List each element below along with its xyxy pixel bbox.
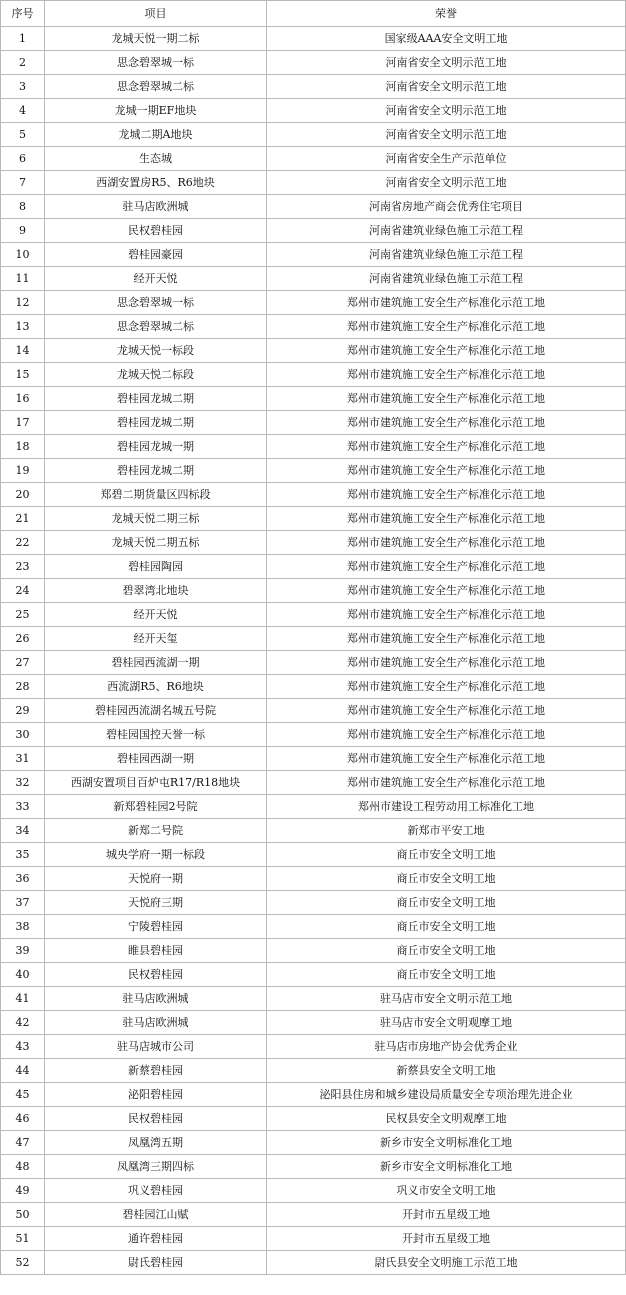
table-row: [1, 219, 626, 243]
table-row: [1, 411, 626, 435]
cell-project: 碧桂园龙城二期: [45, 411, 267, 435]
cell-index: 17: [1, 411, 45, 435]
cell-honor: 郑州市建设工程劳动用工标准化工地: [267, 795, 626, 819]
table-row: [1, 1035, 626, 1059]
table-row: [1, 123, 626, 147]
cell-honor: 河南省安全文明示范工地: [267, 51, 626, 75]
cell-index: 10: [1, 243, 45, 267]
cell-index: 28: [1, 675, 45, 699]
cell-honor: 尉氏县安全文明施工示范工地: [267, 1251, 626, 1275]
cell-project: 经开天悦: [45, 603, 267, 627]
header-row: [1, 1, 626, 27]
table-row: [1, 1179, 626, 1203]
table-row: [1, 939, 626, 963]
cell-project: 通许碧桂园: [45, 1227, 267, 1251]
cell-index: 5: [1, 123, 45, 147]
cell-project: 民权碧桂园: [45, 1107, 267, 1131]
cell-index: 9: [1, 219, 45, 243]
header-project: 项目: [45, 1, 267, 27]
cell-honor: 泌阳县住房和城乡建设局质量安全专项治理先进企业: [267, 1083, 626, 1107]
cell-project: 龙城天悦二标段: [45, 363, 267, 387]
table-row: [1, 675, 626, 699]
cell-honor: 郑州市建筑施工安全生产标准化示范工地: [267, 387, 626, 411]
cell-project: 龙城天悦一标段: [45, 339, 267, 363]
cell-index: 26: [1, 627, 45, 651]
cell-honor: 驻马店市安全文明示范工地: [267, 987, 626, 1011]
cell-index: 16: [1, 387, 45, 411]
table-row: [1, 243, 626, 267]
cell-index: 21: [1, 507, 45, 531]
table-row: [1, 147, 626, 171]
cell-honor: 郑州市建筑施工安全生产标准化示范工地: [267, 723, 626, 747]
table-row: [1, 363, 626, 387]
table-row: [1, 723, 626, 747]
cell-project: 宁陵碧桂园: [45, 915, 267, 939]
cell-index: 8: [1, 195, 45, 219]
table-row: [1, 579, 626, 603]
cell-index: 42: [1, 1011, 45, 1035]
cell-honor: 郑州市建筑施工安全生产标准化示范工地: [267, 483, 626, 507]
cell-honor: 郑州市建筑施工安全生产标准化示范工地: [267, 411, 626, 435]
cell-index: 30: [1, 723, 45, 747]
cell-project: 新蔡碧桂园: [45, 1059, 267, 1083]
cell-index: 47: [1, 1131, 45, 1155]
cell-index: 4: [1, 99, 45, 123]
cell-project: 驻马店欧洲城: [45, 987, 267, 1011]
cell-honor: 郑州市建筑施工安全生产标准化示范工地: [267, 651, 626, 675]
cell-project: 碧桂园江山赋: [45, 1203, 267, 1227]
table-row: [1, 1011, 626, 1035]
table-row: [1, 1251, 626, 1275]
cell-project: 凤凰湾五期: [45, 1131, 267, 1155]
cell-project: 碧桂园西湖一期: [45, 747, 267, 771]
cell-index: 12: [1, 291, 45, 315]
cell-honor: 郑州市建筑施工安全生产标准化示范工地: [267, 339, 626, 363]
cell-index: 1: [1, 27, 45, 51]
cell-honor: 商丘市安全文明工地: [267, 963, 626, 987]
table-row: [1, 315, 626, 339]
cell-project: 经开天玺: [45, 627, 267, 651]
table-row: [1, 507, 626, 531]
table-row: [1, 915, 626, 939]
cell-project: 驻马店欧洲城: [45, 1011, 267, 1035]
cell-index: 24: [1, 579, 45, 603]
table-row: [1, 555, 626, 579]
table-row: [1, 387, 626, 411]
cell-index: 29: [1, 699, 45, 723]
cell-honor: 河南省建筑业绿色施工示范工程: [267, 267, 626, 291]
table-row: [1, 651, 626, 675]
cell-index: 43: [1, 1035, 45, 1059]
cell-index: 13: [1, 315, 45, 339]
table-row: [1, 1083, 626, 1107]
cell-project: 经开天悦: [45, 267, 267, 291]
cell-project: 碧桂园西流湖一期: [45, 651, 267, 675]
cell-project: 城央学府一期一标段: [45, 843, 267, 867]
cell-honor: 郑州市建筑施工安全生产标准化示范工地: [267, 291, 626, 315]
cell-index: 50: [1, 1203, 45, 1227]
table-row: [1, 483, 626, 507]
cell-project: 碧桂园龙城一期: [45, 435, 267, 459]
cell-honor: 河南省安全文明示范工地: [267, 99, 626, 123]
table-row: [1, 603, 626, 627]
table-row: [1, 1227, 626, 1251]
cell-project: 西湖安置项目百炉屯R17/R18地块: [45, 771, 267, 795]
cell-honor: 郑州市建筑施工安全生产标准化示范工地: [267, 531, 626, 555]
cell-index: 52: [1, 1251, 45, 1275]
table-row: [1, 771, 626, 795]
table-row: [1, 1059, 626, 1083]
cell-honor: 新蔡县安全文明工地: [267, 1059, 626, 1083]
cell-project: 碧桂园国控天誉一标: [45, 723, 267, 747]
cell-honor: 开封市五星级工地: [267, 1203, 626, 1227]
cell-project: 碧翠湾北地块: [45, 579, 267, 603]
cell-index: 19: [1, 459, 45, 483]
cell-project: 龙城一期EF地块: [45, 99, 267, 123]
cell-project: 新郑二号院: [45, 819, 267, 843]
cell-index: 3: [1, 75, 45, 99]
cell-honor: 驻马店市房地产协会优秀企业: [267, 1035, 626, 1059]
header-index: 序号: [1, 1, 45, 27]
table-row: [1, 531, 626, 555]
table-row: [1, 99, 626, 123]
cell-honor: 商丘市安全文明工地: [267, 843, 626, 867]
cell-index: 44: [1, 1059, 45, 1083]
cell-honor: 郑州市建筑施工安全生产标准化示范工地: [267, 771, 626, 795]
cell-project: 碧桂园龙城二期: [45, 387, 267, 411]
cell-project: 天悦府一期: [45, 867, 267, 891]
table-row: [1, 171, 626, 195]
cell-honor: 郑州市建筑施工安全生产标准化示范工地: [267, 627, 626, 651]
table-row: [1, 819, 626, 843]
cell-honor: 郑州市建筑施工安全生产标准化示范工地: [267, 555, 626, 579]
cell-index: 27: [1, 651, 45, 675]
table-body: [1, 27, 626, 1275]
cell-honor: 郑州市建筑施工安全生产标准化示范工地: [267, 747, 626, 771]
cell-honor: 郑州市建筑施工安全生产标准化示范工地: [267, 579, 626, 603]
cell-honor: 新乡市安全文明标准化工地: [267, 1131, 626, 1155]
cell-project: 民权碧桂园: [45, 963, 267, 987]
cell-index: 31: [1, 747, 45, 771]
table-row: [1, 987, 626, 1011]
cell-honor: 开封市五星级工地: [267, 1227, 626, 1251]
table-row: [1, 1107, 626, 1131]
cell-honor: 河南省安全生产示范单位: [267, 147, 626, 171]
cell-project: 新郑碧桂园2号院: [45, 795, 267, 819]
cell-index: 40: [1, 963, 45, 987]
cell-index: 41: [1, 987, 45, 1011]
table-row: [1, 435, 626, 459]
cell-honor: 巩义市安全文明工地: [267, 1179, 626, 1203]
cell-index: 20: [1, 483, 45, 507]
cell-honor: 郑州市建筑施工安全生产标准化示范工地: [267, 699, 626, 723]
cell-honor: 驻马店市安全文明观摩工地: [267, 1011, 626, 1035]
cell-honor: 郑州市建筑施工安全生产标准化示范工地: [267, 459, 626, 483]
table-row: [1, 867, 626, 891]
cell-project: 龙城天悦一期二标: [45, 27, 267, 51]
cell-honor: 郑州市建筑施工安全生产标准化示范工地: [267, 315, 626, 339]
cell-honor: 新乡市安全文明标准化工地: [267, 1155, 626, 1179]
table-row: [1, 1203, 626, 1227]
cell-honor: 河南省安全文明示范工地: [267, 75, 626, 99]
table-row: [1, 339, 626, 363]
cell-honor: 河南省建筑业绿色施工示范工程: [267, 243, 626, 267]
cell-project: 思念碧翠城一标: [45, 51, 267, 75]
cell-honor: 河南省安全文明示范工地: [267, 171, 626, 195]
cell-honor: 商丘市安全文明工地: [267, 939, 626, 963]
cell-honor: 郑州市建筑施工安全生产标准化示范工地: [267, 363, 626, 387]
cell-honor: 新郑市平安工地: [267, 819, 626, 843]
cell-index: 6: [1, 147, 45, 171]
table-row: [1, 627, 626, 651]
cell-index: 2: [1, 51, 45, 75]
cell-honor: 商丘市安全文明工地: [267, 867, 626, 891]
cell-index: 25: [1, 603, 45, 627]
table-row: [1, 891, 626, 915]
cell-honor: 郑州市建筑施工安全生产标准化示范工地: [267, 675, 626, 699]
cell-index: 33: [1, 795, 45, 819]
cell-project: 尉氏碧桂园: [45, 1251, 267, 1275]
cell-project: 驻马店欧洲城: [45, 195, 267, 219]
cell-project: 碧桂园西流湖名城五号院: [45, 699, 267, 723]
cell-project: 郑碧二期货量区四标段: [45, 483, 267, 507]
cell-index: 48: [1, 1155, 45, 1179]
cell-project: 生态城: [45, 147, 267, 171]
cell-project: 巩义碧桂园: [45, 1179, 267, 1203]
table-row: [1, 795, 626, 819]
cell-project: 碧桂园龙城二期: [45, 459, 267, 483]
cell-honor: 郑州市建筑施工安全生产标准化示范工地: [267, 603, 626, 627]
cell-honor: 郑州市建筑施工安全生产标准化示范工地: [267, 507, 626, 531]
cell-index: 49: [1, 1179, 45, 1203]
cell-project: 龙城天悦二期五标: [45, 531, 267, 555]
cell-index: 14: [1, 339, 45, 363]
cell-index: 45: [1, 1083, 45, 1107]
cell-index: 11: [1, 267, 45, 291]
table-row: [1, 459, 626, 483]
cell-project: 思念碧翠城二标: [45, 75, 267, 99]
table-row: [1, 1131, 626, 1155]
cell-project: 凤凰湾三期四标: [45, 1155, 267, 1179]
cell-index: 23: [1, 555, 45, 579]
cell-project: 碧桂园豪园: [45, 243, 267, 267]
table-row: [1, 747, 626, 771]
cell-project: 龙城二期A地块: [45, 123, 267, 147]
cell-index: 34: [1, 819, 45, 843]
cell-honor: 河南省房地产商会优秀住宅项目: [267, 195, 626, 219]
cell-index: 51: [1, 1227, 45, 1251]
cell-index: 46: [1, 1107, 45, 1131]
cell-project: 思念碧翠城一标: [45, 291, 267, 315]
cell-index: 39: [1, 939, 45, 963]
cell-honor: 河南省安全文明示范工地: [267, 123, 626, 147]
cell-project: 西流湖R5、R6地块: [45, 675, 267, 699]
cell-project: 碧桂园陶园: [45, 555, 267, 579]
cell-index: 38: [1, 915, 45, 939]
cell-index: 18: [1, 435, 45, 459]
table-row: [1, 195, 626, 219]
header-honor: 荣誉: [267, 1, 626, 27]
cell-honor: 民权县安全文明观摩工地: [267, 1107, 626, 1131]
cell-project: 驻马店城市公司: [45, 1035, 267, 1059]
cell-project: 泌阳碧桂园: [45, 1083, 267, 1107]
cell-project: 思念碧翠城二标: [45, 315, 267, 339]
table-row: [1, 51, 626, 75]
cell-project: 天悦府三期: [45, 891, 267, 915]
table-row: [1, 963, 626, 987]
cell-honor: 国家级AAA安全文明工地: [267, 27, 626, 51]
cell-index: 36: [1, 867, 45, 891]
cell-index: 37: [1, 891, 45, 915]
cell-honor: 商丘市安全文明工地: [267, 891, 626, 915]
cell-index: 32: [1, 771, 45, 795]
cell-project: 睢县碧桂园: [45, 939, 267, 963]
table-row: [1, 843, 626, 867]
cell-honor: 商丘市安全文明工地: [267, 915, 626, 939]
cell-project: 龙城天悦二期三标: [45, 507, 267, 531]
cell-index: 22: [1, 531, 45, 555]
table-row: [1, 291, 626, 315]
table-row: [1, 27, 626, 51]
cell-index: 15: [1, 363, 45, 387]
table-row: [1, 699, 626, 723]
cell-index: 35: [1, 843, 45, 867]
table-row: [1, 75, 626, 99]
cell-honor: 郑州市建筑施工安全生产标准化示范工地: [267, 435, 626, 459]
cell-project: 西湖安置房R5、R6地块: [45, 171, 267, 195]
cell-project: 民权碧桂园: [45, 219, 267, 243]
cell-index: 7: [1, 171, 45, 195]
table-row: [1, 1155, 626, 1179]
cell-honor: 河南省建筑业绿色施工示范工程: [267, 219, 626, 243]
table-row: [1, 267, 626, 291]
